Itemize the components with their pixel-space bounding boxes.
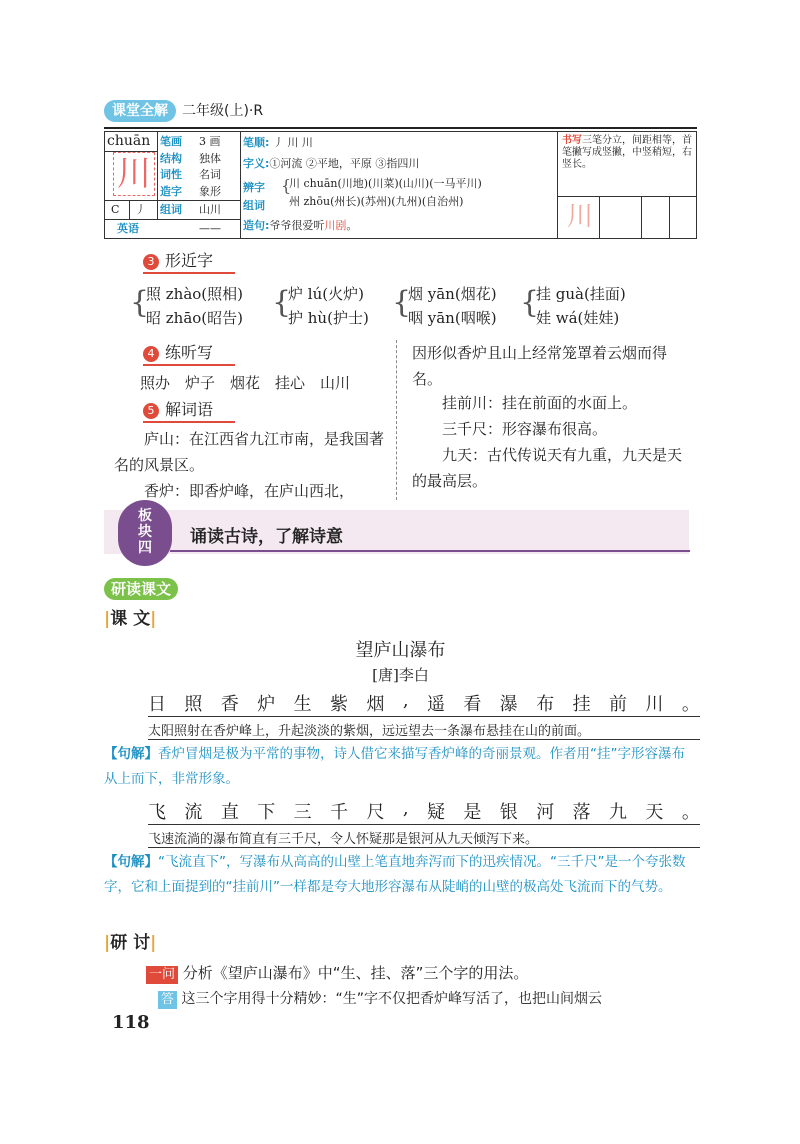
pinyin: chuān <box>107 133 151 149</box>
label-order: 笔顺: <box>243 136 270 149</box>
poem-char: 落 <box>572 802 591 823</box>
section-5-number: 5 <box>143 403 159 419</box>
poem-char: 紫 <box>330 694 349 715</box>
poem-char: 川 <box>645 694 664 715</box>
discuss-answer <box>158 988 602 1009</box>
similar-item: 咽 yān(咽喉) <box>408 309 497 327</box>
grid-character: 川 <box>567 202 594 232</box>
header-rule <box>104 127 697 129</box>
banner-rule <box>170 550 690 552</box>
answer-tag: 答 <box>158 991 177 1009</box>
poem-char: 是 <box>463 802 482 823</box>
poem-char: 挂 <box>572 694 591 715</box>
text-label-text: 课 文 <box>110 609 151 629</box>
poem-char: 三 <box>293 802 312 823</box>
poem-note-2 <box>104 850 697 900</box>
value-formation: 象形 <box>199 185 221 198</box>
section-3-title: 形近字 <box>165 251 214 270</box>
similar-item: 挂 guà(挂面) <box>536 285 626 303</box>
similar-item: 昭 zhāo(昭告) <box>146 309 244 327</box>
label-group: 组词 <box>160 203 182 216</box>
label-formation: 造字 <box>160 185 182 198</box>
section-3-head <box>143 250 213 272</box>
distinguish-line-2: 州 zhōu(州长)(苏州)(九州)(自治州) <box>289 195 464 208</box>
poem-translation-1: 太阳照射在香炉峰上，升起淡淡的紫烟，远远望去一条瀑布悬挂在山的前面。 <box>148 724 591 739</box>
value-group: 山川 <box>199 203 221 216</box>
similar-item: 护 hù(护士) <box>288 309 369 327</box>
poem-char: 九 <box>609 802 628 823</box>
poem-char: 布 <box>536 694 555 715</box>
label-write: 书写 <box>562 135 582 146</box>
note-tag: 【句解】 <box>104 854 158 870</box>
badge-char: 块 <box>138 524 152 540</box>
poem-note-1 <box>104 742 697 792</box>
label-sentence: 造句: <box>243 219 270 232</box>
poem-char: 飞 <box>148 802 166 823</box>
poem-char: 烟 <box>366 694 385 715</box>
value-sentence: 爷爷很爱听 <box>269 219 325 232</box>
label-english: 英语 <box>117 222 139 235</box>
similar-group-1: { 照 zhào(照相) 昭 zhāo(昭告) <box>134 282 243 330</box>
label-pos: 词性 <box>160 168 182 181</box>
sentence-word: 川剧 <box>324 219 347 232</box>
discuss-label-text: 研 讨 <box>110 933 151 953</box>
discuss-label: |研 讨| <box>104 933 157 953</box>
poem-char: 照 <box>184 694 203 715</box>
poem-char: 银 <box>499 802 518 823</box>
vocab-lushan: 庐山：在江西省九江市南，是我国著名的风景区。 <box>114 430 385 474</box>
label-words: 组词 <box>243 199 265 212</box>
poem-char: 。 <box>681 694 700 715</box>
section-4-head <box>143 342 213 364</box>
sentence-end: 。 <box>346 219 358 232</box>
similar-item: 照 zhào(照相) <box>146 285 244 303</box>
banner-title: 诵读古诗，了解诗意 <box>190 527 343 547</box>
banner-badge <box>118 500 172 566</box>
poem-char: , <box>402 798 409 819</box>
poem-translation-2: 飞速流淌的瀑布简直有三千尺，令人怀疑那是银河从九天倾泻下来。 <box>148 832 539 847</box>
value-english: —— <box>199 222 221 235</box>
question-text: 分析《望庐山瀑布》中“生、挂、落”三个字的用法。 <box>182 964 529 982</box>
poem-char: 河 <box>536 802 555 823</box>
label-strokes: 笔画 <box>160 135 182 148</box>
value-order: 丿 川 川 <box>272 136 313 149</box>
poem-char: 看 <box>463 694 482 715</box>
label-structure: 结构 <box>160 152 182 165</box>
poem-char: 疑 <box>426 802 445 823</box>
vocab-sanqianchi: 三千尺：形容瀑布很高。 <box>442 420 608 438</box>
study-pill: 研读课文 <box>104 578 178 600</box>
poem-char: 天 <box>645 802 664 823</box>
note-text: 香炉冒烟是极为平常的事物，诗人借它来描写香炉峰的奇丽景观。作者用“挂”字形容瀑布从上而下，非常形象。 <box>104 746 685 787</box>
similar-item: 炉 lú(火炉) <box>288 285 364 303</box>
similar-group-4: { 挂 guà(挂面) 娃 wá(娃娃) <box>524 282 626 330</box>
note-text: “飞流直下”，写瀑布从高高的山壁上笔直地奔泻而下的迅疾情况。“三千尺”是一个夸张数字，它和上面提到的“挂前川”一样都是夸大地形容瀑布从陡峭的山壁的极高处飞流而下的气势。 <box>104 854 686 895</box>
column-divider <box>396 340 397 500</box>
value-strokes: 3 画 <box>199 135 221 148</box>
poem-char: 。 <box>681 802 700 823</box>
value-pos: 名词 <box>199 168 221 181</box>
radical-cell-1: C <box>111 203 120 216</box>
badge-char: 板 <box>138 508 152 524</box>
poem-char: 下 <box>257 802 276 823</box>
poem-author: [唐]李白 <box>372 666 429 684</box>
section-5-head <box>143 399 213 421</box>
poem-char: 生 <box>293 694 312 715</box>
section-5-title: 解词语 <box>165 400 214 419</box>
poem-char: , <box>402 690 409 711</box>
poem-line-1 <box>148 690 700 716</box>
big-character: 川 <box>113 152 155 196</box>
poem-char: 遥 <box>426 694 445 715</box>
distinguish-line-1: 川 chuān(川地)(川菜)(山川)(一马平川) <box>289 177 482 190</box>
radical-cell-2: 丿 <box>135 203 146 216</box>
poem-char: 香 <box>220 694 239 715</box>
text-label: |课 文| <box>104 609 157 629</box>
vocab-xianglu: 香炉：即香炉峰，在庐山西北， <box>144 482 355 500</box>
poem-char: 流 <box>184 802 203 823</box>
question-tag: 一问 <box>146 966 178 984</box>
character-card: chuān 川 C 丿 笔画 3 画 结构 独体 词性 名词 造字 象形 组词 山川 英语 —— 笔顺: 丿 川 川 字义:①河流 ②平地，平原 ③指四川 辨字 { 川 chuān(川地)(川菜)(山川)(一马平川) 州 zhōu(州长)(苏州)(九州)(自治州) 组词 造句:爷爷很爱听川剧。 书写三笔分立，间距相等，首笔撇写成竖撇，中竖稍短，右竖长。 川 <box>104 131 697 239</box>
section-4-number: 4 <box>143 346 159 362</box>
discuss-question <box>146 962 528 984</box>
brand-label: 课堂全解 <box>104 100 176 122</box>
poem-char: 瀑 <box>499 694 518 715</box>
poem-char: 前 <box>609 694 628 715</box>
label-meaning: 字义: <box>243 157 270 170</box>
vocab-xianglu-cont: 因形似香炉且山上经常笼罩着云烟而得名。 <box>412 344 668 388</box>
dictation-words: 照办 炉子 烟花 挂心 山川 <box>140 374 351 392</box>
poem-char: 千 <box>330 802 349 823</box>
vocab-guaqianchuan: 挂前川：挂在前面的水面上。 <box>442 394 638 412</box>
poem-title: 望庐山瀑布 <box>355 640 446 661</box>
grade-label: 二年级(上)·R <box>182 103 264 119</box>
section-4-title: 练听写 <box>165 343 214 362</box>
similar-item: 烟 yān(烟花) <box>408 285 497 303</box>
badge-char: 四 <box>138 540 152 556</box>
answer-text: 这三个字用得十分精妙：“生”字不仅把香炉峰写活了，也把山间烟云 <box>181 991 602 1007</box>
section-3-number: 3 <box>143 254 159 270</box>
similar-item: 娃 wá(娃娃) <box>536 309 620 327</box>
vocab-jiutian: 九天：古代传说天有九重，九天是天的最高层。 <box>412 446 683 490</box>
poem-line-2 <box>148 798 700 824</box>
poem-char: 日 <box>148 694 166 715</box>
similar-group-2: { 炉 lú(火炉) 护 hù(护士) <box>276 282 369 330</box>
poem-char: 炉 <box>257 694 276 715</box>
note-tag: 【句解】 <box>104 746 158 762</box>
value-meaning: ①河流 ②平地，平原 ③指四川 <box>269 157 420 170</box>
write-tip: 三笔分立，间距相等，首笔撇写成竖撇，中竖稍短，右竖长。 <box>562 135 692 170</box>
page-number: 118 <box>112 1012 150 1033</box>
label-distinguish: 辨字 <box>243 181 265 194</box>
value-structure: 独体 <box>199 152 221 165</box>
similar-group-3: { 烟 yān(烟花) 咽 yān(咽喉) <box>396 282 497 330</box>
poem-char: 直 <box>220 802 239 823</box>
poem-char: 尺 <box>366 802 385 823</box>
